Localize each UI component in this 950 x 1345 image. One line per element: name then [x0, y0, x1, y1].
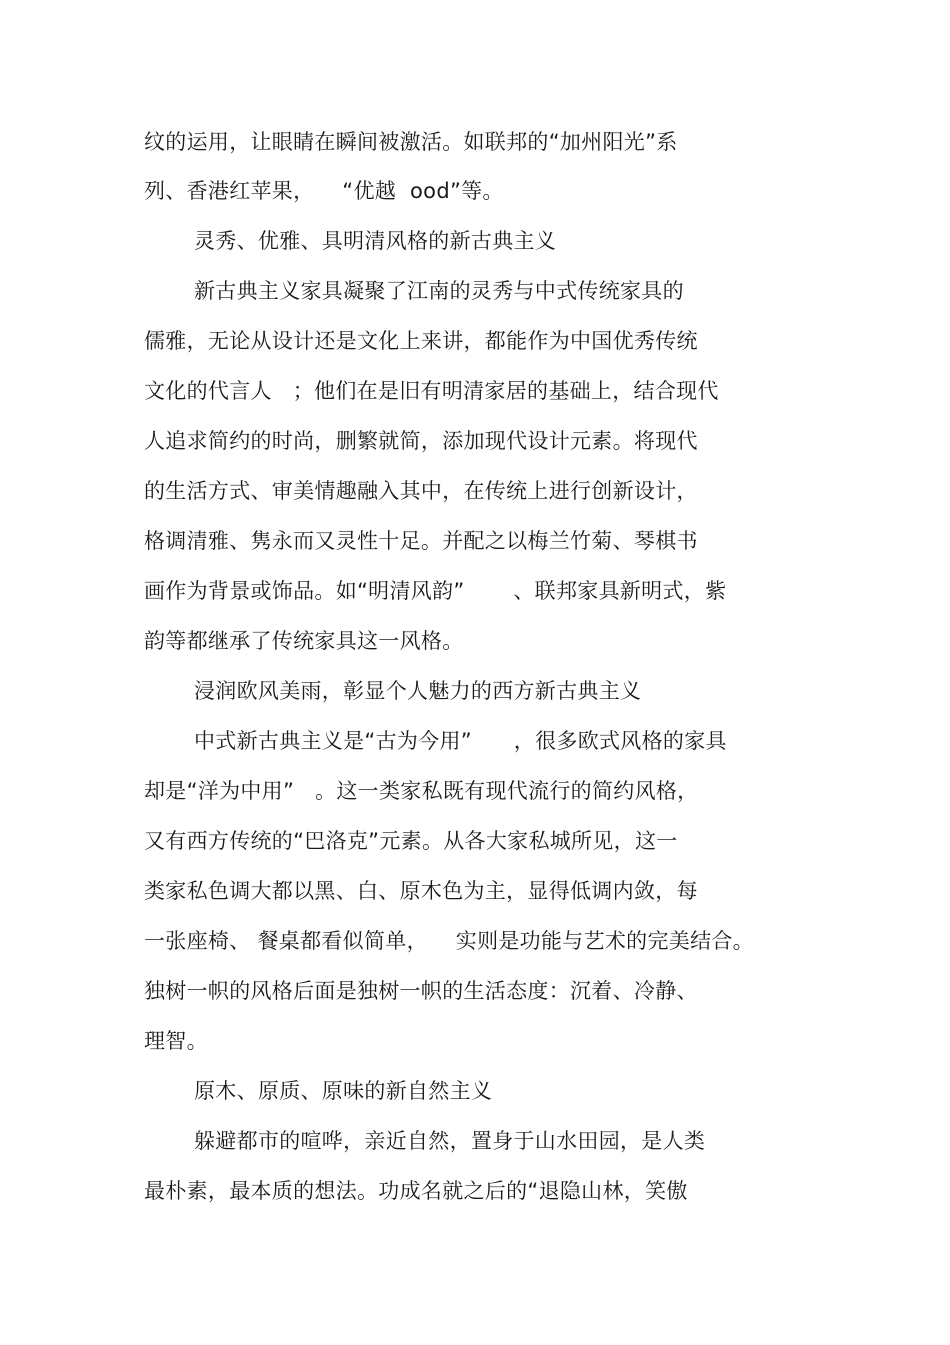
body-line: 一张座椅、 餐桌都看似简单， 实则是功能与艺术的完美结合。: [144, 929, 754, 953]
body-line: 格调清雅、隽永而又灵性十足。并配之以梅兰竹菊、琴棋书: [144, 529, 698, 553]
body-line: 儒雅，无论从设计还是文化上来讲，都能作为中国优秀传统: [144, 329, 698, 353]
body-line: 文化的代言人 ；他们在是旧有明清家居的基础上，结合现代: [144, 379, 719, 403]
body-line: 纹的运用，让眼睛在瞬间被激活。如联邦的“加州阳光”系: [144, 130, 678, 154]
body-line: 列、香港红苹果， “优越 ood”等。: [144, 179, 504, 203]
section-heading: 原木、原质、原味的新自然主义: [194, 1079, 493, 1103]
body-line: 独树一帜的风格后面是独树一帜的生活态度：沉着、冷静、: [144, 979, 698, 1003]
body-line: 中式新古典主义是“古为今用” ，很多欧式风格的家具: [194, 729, 727, 753]
body-line: 韵等都继承了传统家具这一风格。: [144, 629, 464, 653]
body-line: 人追求简约的时尚，删繁就简，添加现代设计元素。将现代: [144, 429, 698, 453]
body-line: 又有西方传统的“巴洛克”元素。从各大家私城所见，这一: [144, 829, 678, 853]
body-line: 类家私色调大都以黑、白、原木色为主，显得低调内敛，每: [144, 879, 698, 903]
body-line: 的生活方式、审美情趣融入其中，在传统上进行创新设计，: [144, 479, 698, 503]
section-heading: 浸润欧风美雨，彰显个人魅力的西方新古典主义: [194, 679, 642, 703]
body-line: 躲避都市的喧哗，亲近自然，置身于山水田园，是人类: [194, 1129, 706, 1153]
section-heading: 灵秀、优雅、具明清风格的新古典主义: [194, 229, 557, 253]
body-line: 理智。: [144, 1029, 208, 1053]
body-line: 却是“洋为中用” 。这一类家私既有现代流行的简约风格，: [144, 779, 699, 803]
body-line: 新古典主义家具凝聚了江南的灵秀与中式传统家具的: [194, 279, 684, 303]
body-line: 最朴素，最本质的想法。功成名就之后的“退隐山林，笑傲: [144, 1179, 688, 1203]
body-line: 画作为背景或饰品。如“明清风韵” 、联邦家具新明式，紫: [144, 579, 727, 603]
